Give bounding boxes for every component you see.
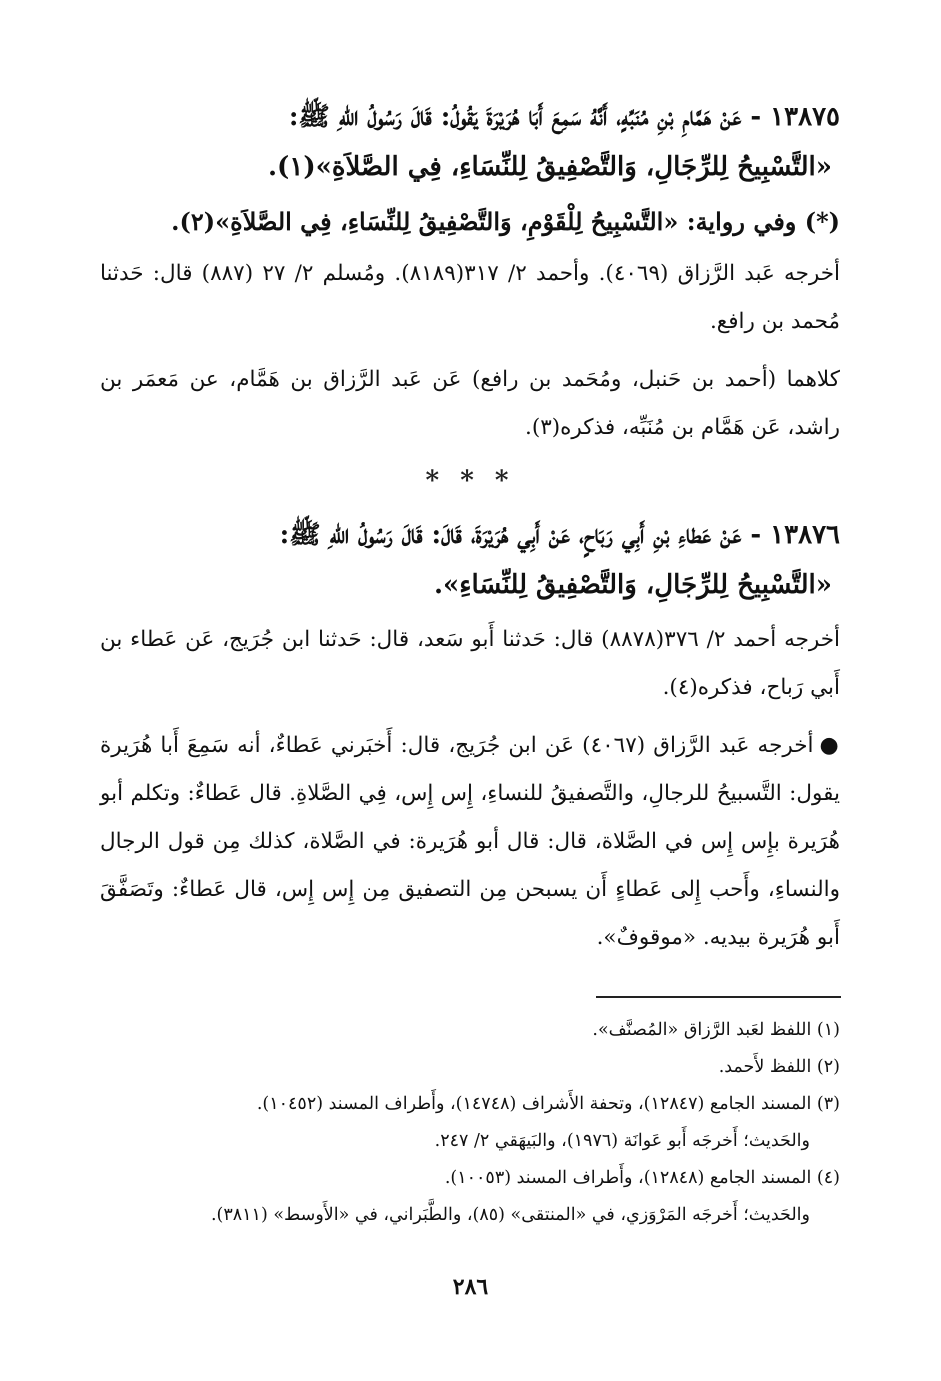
hadith-13876-line2: «التَّسْبِيحُ لِلرِّجَالِ، وَالتَّصْفِيقُ لِلنِّسَاءِ». (433, 570, 832, 600)
hadith-13876-takhrij-2-text: أخرجه عَبد الرَّزاق (٤٠٦٧) عَن ابن جُرَيج، قال: أَخبَرني عَطاءٌ، أنه سَمِعَ أَبا هُرَيرة يقول: التَّسبيحُ للرجالِ، والتَّصفيقُ للنساءِ، إِس إِس، فِي الصَّلاةِ. قال عَطاءٌ: وتكلم أبو هُرَيرة بإِس إِس في الصَّلاة، قال: قال أبو هُرَيرة: في الصَّلاة، كذلك مِن قول الرجال والنساءِ، وأَحب إِلى عَطاءٍ أَن يسبحن مِن التصفيق مِن إِس إِس، قال عَطاءٌ: وتَصَفَّقَ أَبو هُرَيرة بيديه. «موقوفٌ». (100, 733, 840, 950)
hadith-13876-takhrij-1: أخرجه أحمد ٢/ ٣٧٦(٨٨٧٨) قال: حَدثنا أَبو سَعد، قال: حَدثنا ابن جُرَيج، عَن عَطاء بن أَبي رَباح، فذكره(٤). (100, 627, 841, 700)
section-separator: * * * (425, 466, 515, 496)
hadith-13875 (100, 92, 840, 192)
footnote-4-continuation: والحَديث؛ أَخرجَه المَرْوَزي، في «المنتقى» (٨٥)، والطَّبَراني، في «الأَوسط» (٣٨١١). (210, 1205, 810, 1225)
footnote-3-continuation: والحَديث؛ أَخرجَه أَبو عَوانَة (١٩٧٦)، والبَيهَقي ٢/ ٢٤٧. (434, 1131, 810, 1151)
footnote-4: (٤) المسند الجامع (١٢٨٤٨)، وأَطراف المسند (١٠٠٥٣). (444, 1168, 840, 1188)
hadith-13876-line1: ١٣٨٧٦ - عَنْ عَطاءِ بْنِ أَبِي رَبَاحٍ، عَنْ أَبِي هُرَيْرَةَ، قَالَ: قَالَ رَسُولُ اللهِ ﷺ: (279, 520, 840, 550)
footnote-3: (٣) المسند الجامع (١٢٨٤٧)، وتحفة الأَشراف (١٤٧٤٨)، وأَطراف المسند (١٠٤٥٢). (256, 1094, 840, 1114)
page-body (100, 92, 840, 972)
hadith-13876 (100, 510, 840, 610)
bullet-icon: ● (819, 733, 840, 758)
hadith-13875-takhrij-2: كلاهما (أحمد بن حَنبل، ومُحَمد بن رافع) عَن عَبد الرَّزاق بن هَمَّام، عن مَعمَر بن راشد، عَن هَمَّام بن مُنَبِّه، فذكره(٣). (100, 367, 840, 440)
footnote-divider (596, 996, 841, 998)
footnote-1: (١) اللفظ لعَبد الرَّزاق «المُصنَّف». (592, 1020, 840, 1040)
footnote-2: (٢) اللفظ لأَحمد. (718, 1057, 840, 1077)
page-number: ٢٨٦ (452, 1274, 489, 1300)
hadith-13875-takhrij-1: أخرجه عَبد الرَّزاق (٤٠٦٩). وأحمد ٢/ ٣١٧(٨١٨٩). ومُسلم ٢/ ٢٧ (٨٨٧) قال: حَدثنا مُحمد بن رافع. (100, 261, 840, 334)
hadith-13875-riwaya: (*) وفي رواية: «التَّسْبِيحُ لِلْقَوْمِ، وَالتَّصْفِيقُ لِلنِّسَاءِ، فِي الصَّلاَةِ»(٢). (171, 207, 840, 236)
hadith-13876-takhrij-2 (100, 722, 840, 962)
hadith-13875-line2: «التَّسْبِيحُ لِلرِّجَالِ، وَالتَّصْفِيقُ لِلنِّسَاءِ، فِي الصَّلاَةِ»(١). (267, 152, 832, 182)
footnotes (100, 1012, 840, 1234)
hadith-13875-line1: ١٣٨٧٥ - عَنْ هَمَّامِ بْنِ مُنَبِّهٍ، أَنَّهُ سَمِعَ أَبَا هُرَيْرَةَ يَقُولُ: قَالَ رَسُولُ اللهِ ﷺ: (288, 102, 840, 132)
